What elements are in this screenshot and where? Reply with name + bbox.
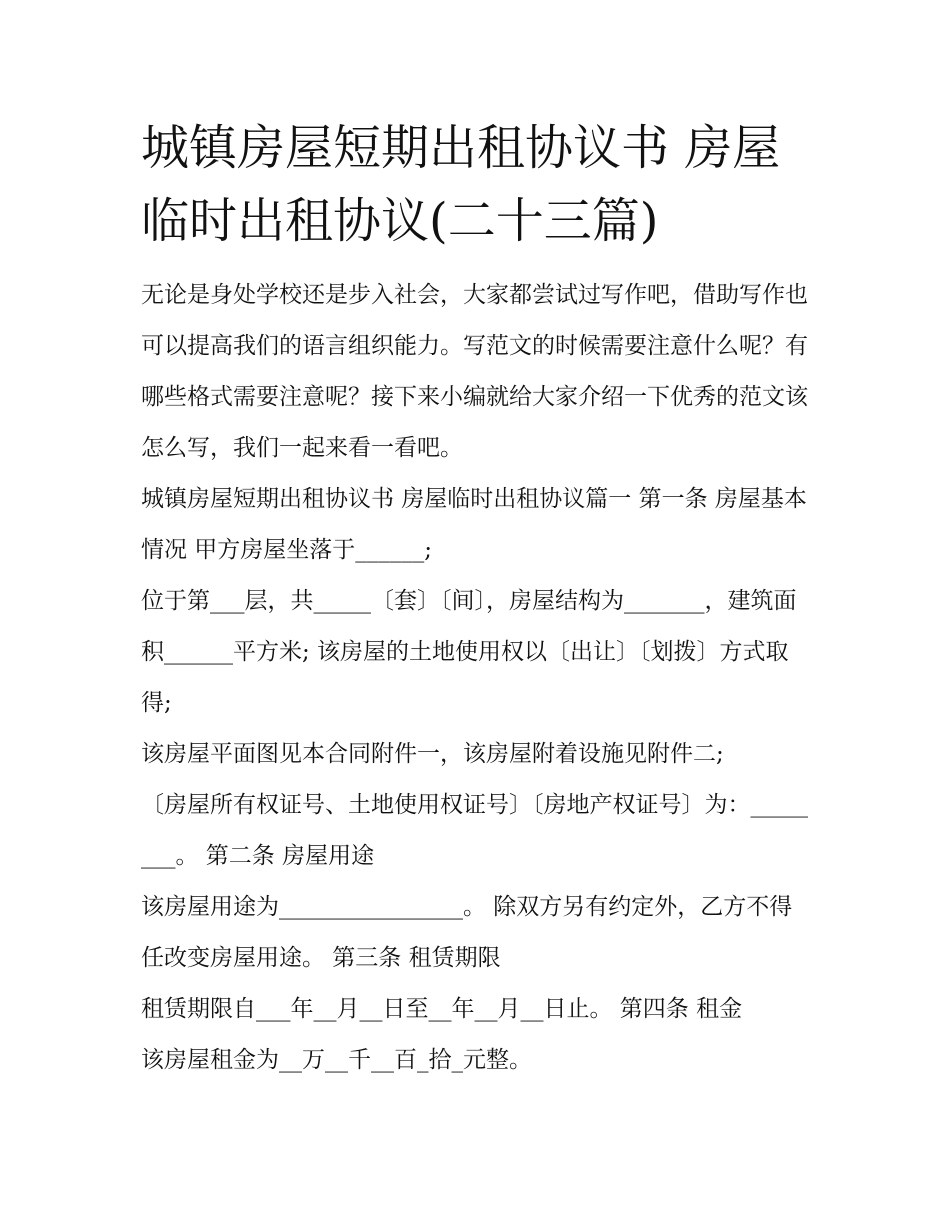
floor-plan-paragraph: 该房屋平面图见本合同附件一，该房屋附着设施见附件二; xyxy=(141,741,724,767)
certificate-paragraph: 〔房屋所有权证号、土地使用权证号〕〔房地产权证号〕为：________。 第二条 房屋用途 xyxy=(141,792,808,869)
document-page xyxy=(141,112,813,1086)
floor-structure-paragraph: 位于第___层，共_____〔套〕〔间〕，房屋结构为_______，建筑面积______平方米; 该房屋的土地使用权以〔出让〕〔划拨〕方式取得; xyxy=(141,588,797,716)
clause-one-paragraph: 城镇房屋短期出租协议书 房屋临时出租协议篇一 第一条 房屋基本情况 甲方房屋坐落于______; xyxy=(141,486,807,563)
usage-paragraph: 该房屋用途为________________。 除双方另有约定外，乙方不得任改变房屋用途。 第三条 租赁期限 xyxy=(141,894,793,971)
lease-term-paragraph: 租赁期限自___年__月__日至__年__月__日止。 第四条 租金 xyxy=(141,996,743,1022)
document-body xyxy=(141,270,813,1086)
rent-paragraph: 该房屋租金为__万__千__百_拾_元整。 xyxy=(141,1047,532,1073)
intro-paragraph: 无论是身处学校还是步入社会，大家都尝试过写作吧，借助写作也可以提高我们的语言组织能力。写范文的时候需要注意什么呢？有哪些格式需要注意呢？接下来小编就给大家介绍一下优秀的范文该怎么写，我们一起来看一看吧。 xyxy=(141,282,808,461)
document-title: 城镇房屋短期出租协议书 房屋临时出租协议(二十三篇) xyxy=(141,120,781,249)
